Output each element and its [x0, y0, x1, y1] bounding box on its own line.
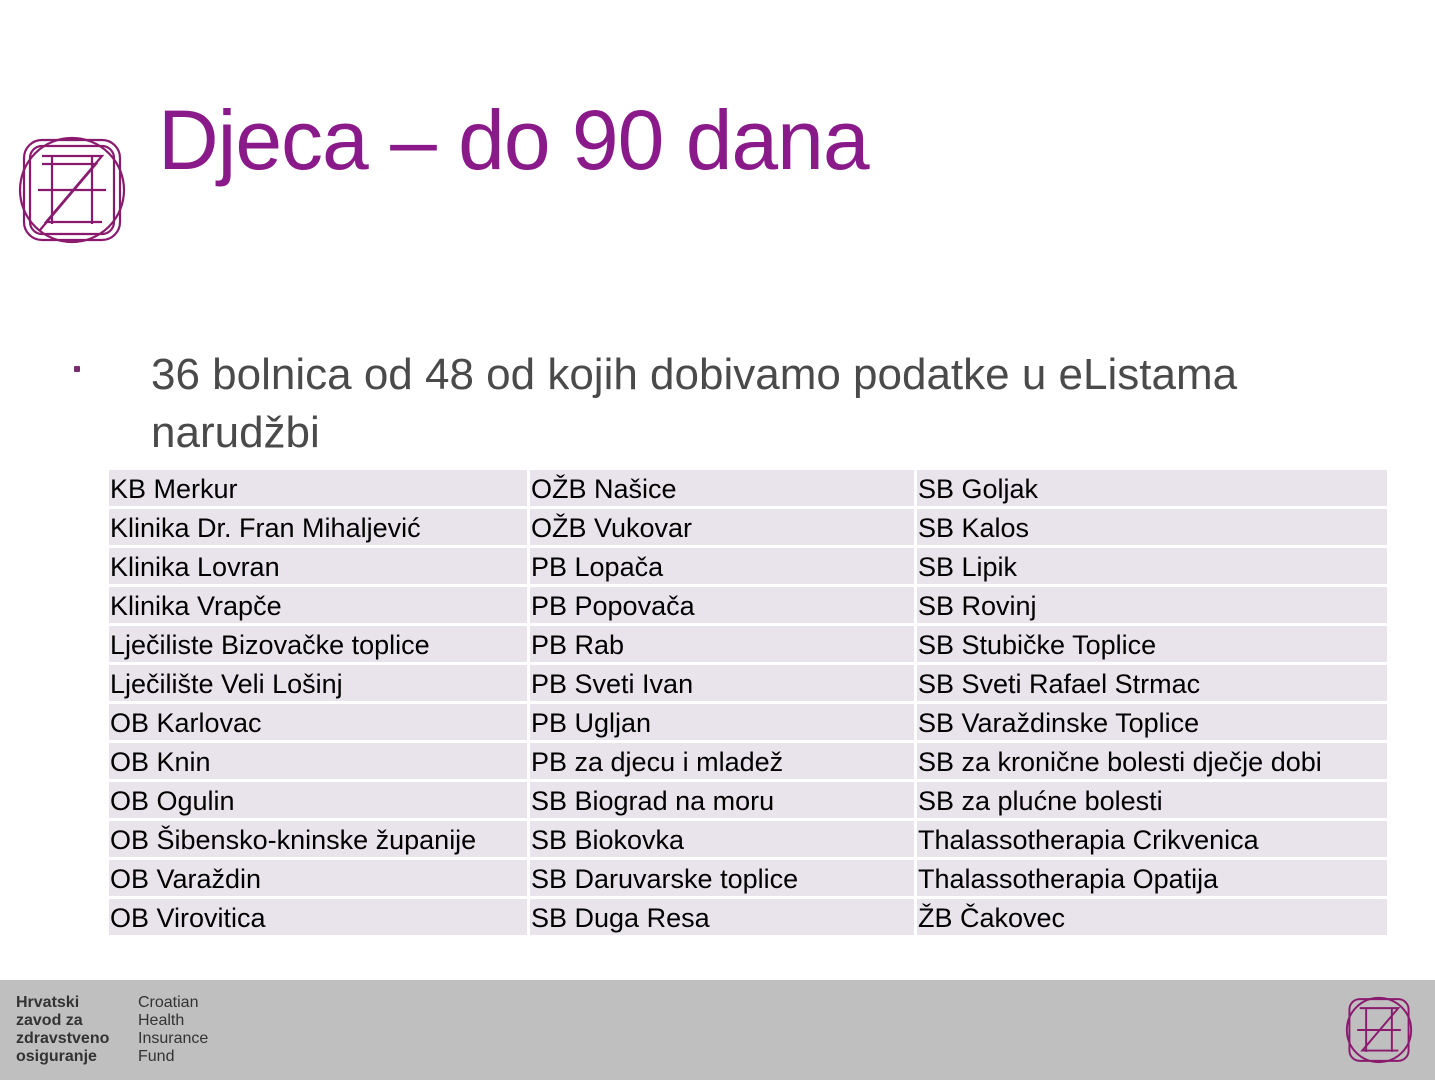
bullet-text: 36 bolnica od 48 od kojih dobivamo podatke u eListama narudžbi — [151, 350, 1238, 457]
table-cell: PB za djecu i mladež — [530, 743, 917, 782]
table-row — [109, 821, 1387, 860]
footer-hr-line: osiguranje — [16, 1048, 97, 1065]
footer-hr-line: zdravstveno — [16, 1030, 110, 1047]
table-cell: Lječiliste Bizovačke toplice — [109, 626, 530, 665]
table-row — [109, 782, 1387, 821]
table-cell: PB Rab — [530, 626, 917, 665]
table-row — [109, 704, 1387, 743]
hzzo-logo-small-icon — [1343, 994, 1415, 1066]
table-row — [109, 470, 1387, 509]
table-row — [109, 587, 1387, 626]
table-cell: PB Ugljan — [530, 704, 917, 743]
table-cell: OB Ogulin — [109, 782, 530, 821]
footer-name-english — [138, 994, 208, 1066]
table-cell: SB Sveti Rafael Strmac — [917, 665, 1387, 704]
hospital-table — [109, 470, 1387, 938]
footer — [0, 980, 1435, 1080]
table-cell: OB Karlovac — [109, 704, 530, 743]
table-cell: SB Biograd na moru — [530, 782, 917, 821]
table-cell: Thalassotherapia Crikvenica — [917, 821, 1387, 860]
footer-en-line: Fund — [138, 1048, 175, 1065]
table-cell: SB Lipik — [917, 548, 1387, 587]
table-cell: SB Kalos — [917, 509, 1387, 548]
footer-hr-line: zavod za — [16, 1012, 83, 1029]
table-cell: OB Virovitica — [109, 899, 530, 938]
page-title: Djeca – do 90 dana — [158, 93, 869, 187]
footer-en-line: Croatian — [138, 994, 199, 1011]
table-row — [109, 548, 1387, 587]
bullet-marker — [74, 366, 80, 372]
table-cell: SB Goljak — [917, 470, 1387, 509]
table-row — [109, 743, 1387, 782]
table-cell: Klinika Vrapče — [109, 587, 530, 626]
table-cell: SB Daruvarske toplice — [530, 860, 917, 899]
table-row — [109, 665, 1387, 704]
table-cell: OB Šibensko-kninske županije — [109, 821, 530, 860]
table-cell: SB Duga Resa — [530, 899, 917, 938]
table-cell: OB Knin — [109, 743, 530, 782]
table-cell: SB Varaždinske Toplice — [917, 704, 1387, 743]
footer-name-croatian — [16, 994, 109, 1066]
table-cell: OŽB Našice — [530, 470, 917, 509]
table-cell: Lječilište Veli Lošinj — [109, 665, 530, 704]
table-cell: SB za kronične bolesti dječje dobi — [917, 743, 1387, 782]
table-row — [109, 899, 1387, 938]
table-row — [109, 860, 1387, 899]
table-cell: SB Rovinj — [917, 587, 1387, 626]
table-cell: PB Lopača — [530, 548, 917, 587]
table-cell: PB Popovača — [530, 587, 917, 626]
hzzo-logo-icon — [16, 134, 128, 246]
table-cell: OB Varaždin — [109, 860, 530, 899]
table-cell: KB Merkur — [109, 470, 530, 509]
table-cell: SB Stubičke Toplice — [917, 626, 1387, 665]
footer-en-line: Health — [138, 1012, 185, 1029]
table-cell: ŽB Čakovec — [917, 899, 1387, 938]
table-cell: Klinika Dr. Fran Mihaljević — [109, 509, 530, 548]
table-cell: Thalassotherapia Opatija — [917, 860, 1387, 899]
table-cell: OŽB Vukovar — [530, 509, 917, 548]
footer-en-line: Insurance — [138, 1030, 209, 1047]
table-row — [109, 626, 1387, 665]
table-cell: PB Sveti Ivan — [530, 665, 917, 704]
table-row — [109, 509, 1387, 548]
footer-hr-line: Hrvatski — [16, 994, 80, 1011]
table-cell: Klinika Lovran — [109, 548, 530, 587]
table-cell: SB za plućne bolesti — [917, 782, 1387, 821]
table-cell: SB Biokovka — [530, 821, 917, 860]
